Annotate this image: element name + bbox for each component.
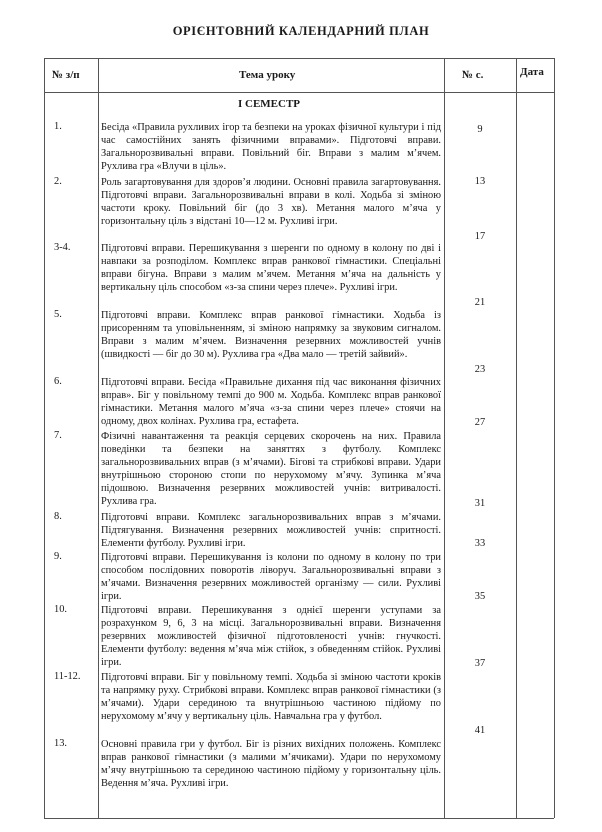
row-number: 5. — [54, 309, 62, 320]
row-page: 27 — [474, 417, 486, 428]
row-topic: Роль загартовування для здоров’я людини. Основні правила загартовування. Підготовчі вправи. Загальнорозвивальні вправи в колі. Ходьба зі зміною частоти кроку. Повільний біг (до 3 хв). Метання малого м’яча у горизонтальну ціль з відстані 10—12 м. Рухливі ігри. — [101, 177, 441, 227]
row-page: 35 — [474, 591, 486, 602]
header-topic: Тема уроку — [239, 69, 296, 81]
row-topic: Фізичні навантаження та реакція серцевих скорочень на них. Правила поведінки та безпеки на заняттях з футболу. Комплекс загальнорозвивальних вправ (з м’ячами). Бігові та стрибкові вправи. Удари внутрішньою стороною стопи по нерухомому м’ячу. Зупинка м’яча підошвою. Визначення резервних можливостей учнів: витривалості. Рухлива гра. — [101, 431, 441, 507]
semester-heading: І СЕМЕСТР — [237, 98, 301, 110]
row-number: 13. — [54, 738, 67, 749]
table-border-bottom — [44, 818, 554, 819]
row-page: 41 — [474, 725, 486, 736]
row-page: 31 — [474, 498, 486, 509]
row-topic: Підготовчі вправи. Бесіда «Правильне дихання під час виконання фізичних вправ». Біг у повільному темпі до 900 м. Ходьба. Комплекс вправ ранкової гімнастики. Метання малого м’яча «з-за спини через плече» стоячи на одному, двох колінах. Рухлива гра, естафета. — [101, 377, 441, 427]
row-topic: Основні правила гри у футбол. Біг із різних вихідних положень. Комплекс вправ ранкової гімнастики (з малими м’ячиками). Удари по нерухомому м’ячу внутрішньою та серединою частиною підйому у горизонтальну ціль. Ведення м’яча. Рухливі ігри. — [101, 739, 441, 789]
column-divider — [98, 58, 99, 818]
row-number: 10. — [54, 604, 67, 615]
row-page: 9 — [477, 124, 483, 135]
row-topic: Підготовчі вправи. Комплекс загальнорозвивальних вправ з м’ячами. Підтягування. Визначення резервних можливостей учнів: спритності. Елементи футболу. Рухливі ігри. — [101, 512, 441, 549]
row-number: 3-4. — [54, 242, 71, 253]
header-date: Дата — [520, 66, 544, 78]
row-page: 33 — [474, 538, 486, 549]
row-number: 8. — [54, 511, 62, 522]
row-topic: Підготовчі вправи. Перешикування з шеренги по одному в колону по дві і навпаки за розподілом. Комплекс вправ ранкової гімнастики. Спеціальні вправи бігуна. Вправи з малим м’ячем. Метання м’яча на дальність у вертикальну ціль способом «з-за спини через плече». Рухливі ігри. — [101, 243, 441, 293]
calendar-table — [44, 58, 554, 818]
row-number: 9. — [54, 551, 62, 562]
row-page: 13 — [474, 176, 486, 187]
header-num: № з/п — [52, 69, 80, 81]
table-border-right — [554, 58, 555, 818]
row-number: 1. — [54, 121, 62, 132]
row-number: 2. — [54, 176, 62, 187]
header-divider — [44, 92, 554, 93]
header-page: № с. — [462, 69, 484, 81]
row-topic: Підготовчі вправи. Комплекс вправ ранкової гімнастики. Ходьба із присоренням та уповільненням, зі зміною напрямку за звуковим сигналом. Вправи з малим м’ячем. Визначення резервних можливостей учнів (швидкості — біг до 30 м). Рухлива гра «Два мало — третій зайвий». — [101, 310, 441, 360]
column-divider — [444, 58, 445, 818]
row-topic: Підготовчі вправи. Перешикування з однієї шеренги уступами за розрахунком 9, 6, 3 на місці. Загальнорозвивальні вправи. Визначення резервних можливостей фізичної підготовленості учнів: гнучкості. Елементи футболу: ведення м’яча між стійок, з обведенням стійок. Рухливі ігри. — [101, 605, 441, 668]
row-topic: Підготовчі вправи. Біг у повільному темпі. Ходьба зі зміною частоти кроків та напрямку руху. Стрибкові вправи. Комплекс вправ ранкової гімнастики (з м’ячами). Удари серединою та внутрішньою частиною підйому по нерухомому м’ячу у вертикальну ціль. Навчальна гра у футбол. — [101, 672, 441, 722]
page-title: ОРІЄНТОВНИЙ КАЛЕНДАРНИЙ ПЛАН — [172, 24, 430, 38]
row-number: 6. — [54, 376, 62, 387]
row-page: 37 — [474, 658, 486, 669]
row-page: 17 — [474, 231, 486, 242]
row-topic: Підготовчі вправи. Перешикування із колони по одному в колону по три способом послідовних поворотів ліворуч. Загальнорозвивальні вправи з м’ячами. Визначення резервних можливостей організму — сили. Рухливі ігри. — [101, 552, 441, 602]
table-border-top — [44, 58, 554, 59]
row-topic: Бесіда «Правила рухливих ігор та безпеки на уроках фізичної культури і під час самостійних занять фізичними вправами». Підготовчі вправи. Загальнорозвивальні вправи. Повільний біг. Вправи з малим м’ячем. Рухлива гра «Влучи в ціль». — [101, 122, 441, 172]
table-border-left — [44, 58, 45, 818]
row-number: 11-12. — [54, 671, 81, 682]
row-page: 23 — [474, 364, 486, 375]
column-divider — [516, 58, 517, 818]
row-page: 21 — [474, 297, 486, 308]
row-number: 7. — [54, 430, 62, 441]
